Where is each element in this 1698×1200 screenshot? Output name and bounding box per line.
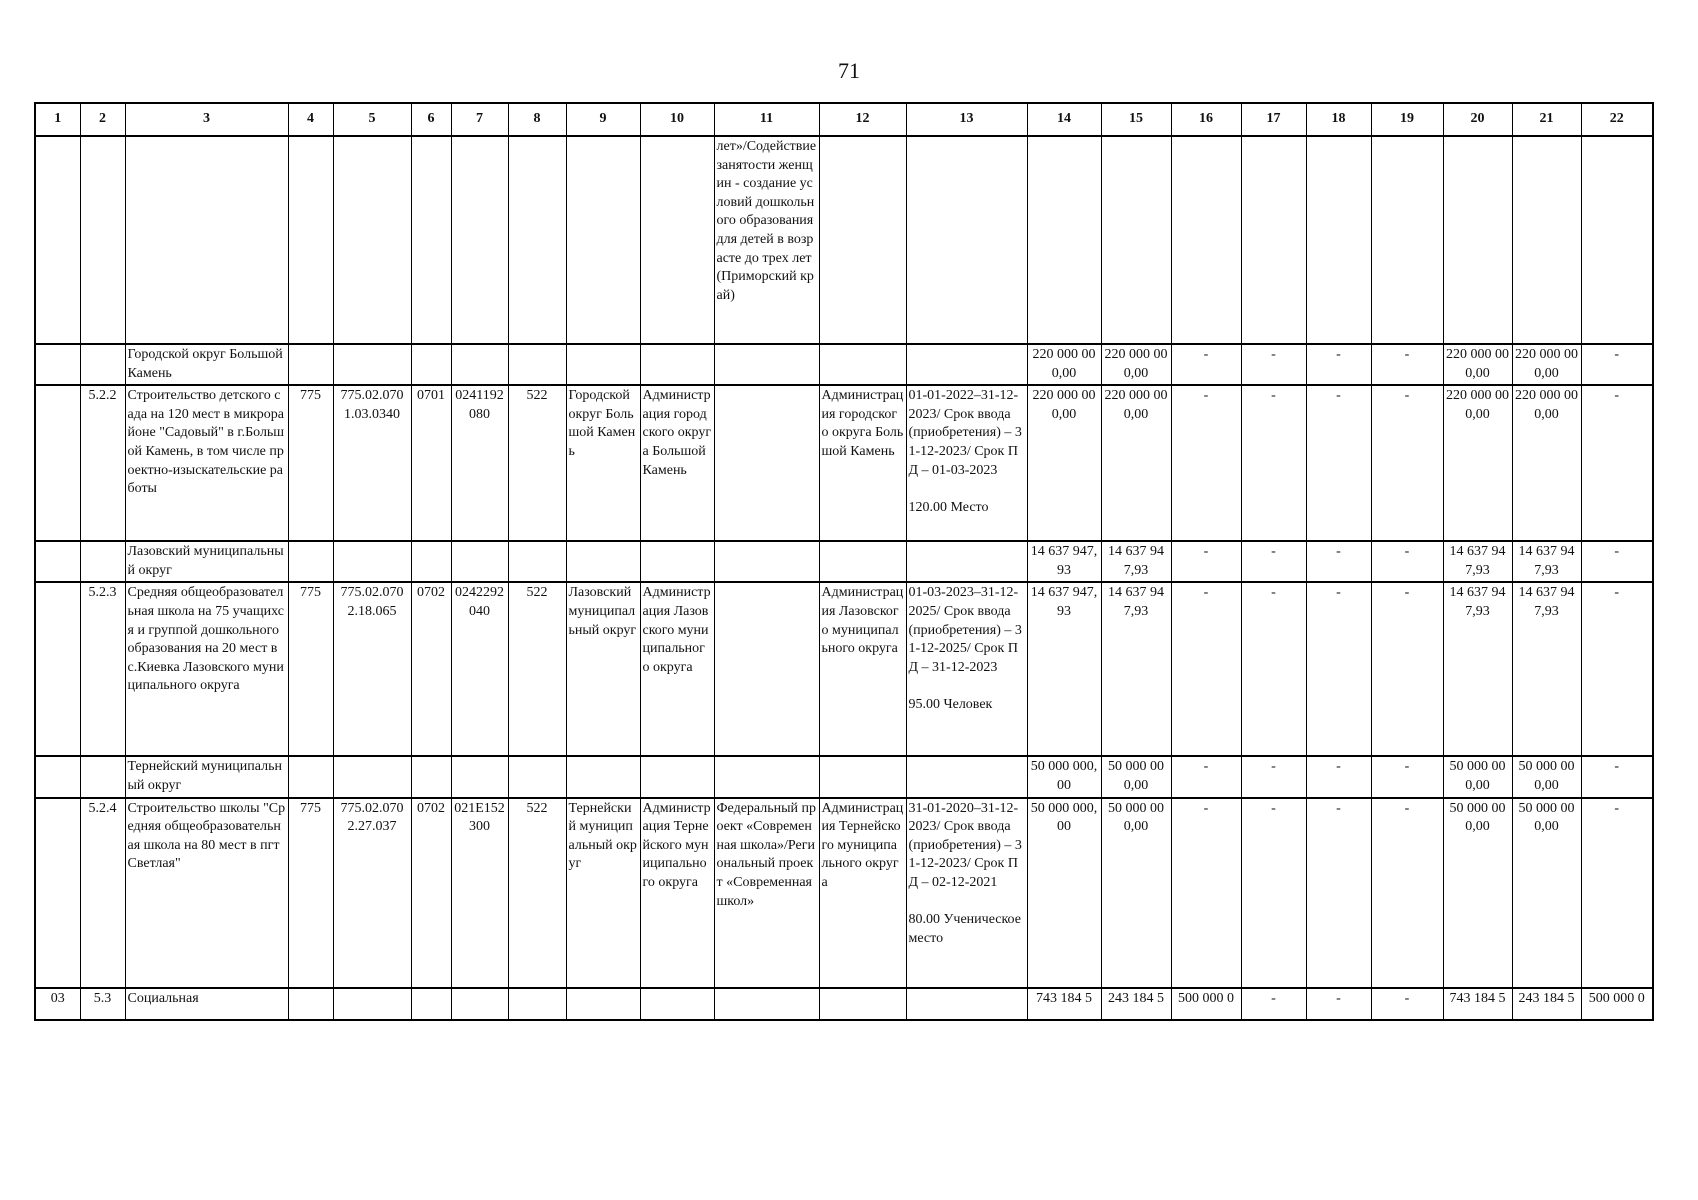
table-cell-col-16: - [1171,541,1241,582]
table-cell-col-16 [1171,136,1241,344]
table-cell-col-15: 220 000 000,00 [1101,344,1171,385]
table-cell-col-5 [333,541,411,582]
table-cell-col-5 [333,136,411,344]
table-cell-col-20: 220 000 000,00 [1443,344,1512,385]
column-header-3: 3 [125,103,288,136]
table-cell-col-5 [333,344,411,385]
column-header-11: 11 [714,103,819,136]
table-cell-col-8 [508,136,566,344]
table-row [35,344,1653,385]
column-header-20: 20 [1443,103,1512,136]
table-cell-col-7: 0241192080 [451,385,508,541]
table-cell-col-13: 01-03-2023–31-12-2025/ Срок ввода (приобретения) – 31-12-2025/ Срок ПД – 31-12-2023 95.00 Человек [906,582,1027,756]
table-cell-col-16: 500 000 0 [1171,988,1241,1020]
table-cell-col-20: 14 637 947,93 [1443,582,1512,756]
table-cell-col-18: - [1306,756,1371,797]
table-cell-col-2: 5.2.2 [80,385,125,541]
column-header-22: 22 [1581,103,1653,136]
table-cell-col-21: 50 000 000,00 [1512,756,1581,797]
table-cell-col-5: 775.02.0702.27.037 [333,798,411,988]
table-cell-col-5 [333,756,411,797]
table-cell-col-18: - [1306,582,1371,756]
table-cell-col-13: 31-01-2020–31-12-2023/ Срок ввода (приобретения) – 31-12-2023/ Срок ПД – 02-12-2021 80.00 Ученическое место [906,798,1027,988]
table-cell-col-8: 522 [508,798,566,988]
table-cell-col-22 [1581,136,1653,344]
table-cell-col-16: - [1171,582,1241,756]
table-cell-col-3: Средняя общеобразовательная школа на 75 учащихся и группой дошкольного образования на 20 мест в с.Киевка Лазовского муниципального округа [125,582,288,756]
column-header-17: 17 [1241,103,1306,136]
table-cell-col-17: - [1241,756,1306,797]
table-cell-col-19: - [1371,582,1443,756]
table-cell-col-11 [714,344,819,385]
table-cell-col-8 [508,756,566,797]
table-cell-col-16: - [1171,798,1241,988]
table-cell-col-7: 0242292040 [451,582,508,756]
table-cell-col-6: 0702 [411,582,451,756]
table-cell-col-18 [1306,136,1371,344]
table-cell-col-18: - [1306,798,1371,988]
table-cell-col-15 [1101,136,1171,344]
table-row [35,385,1653,541]
table-cell-col-10 [640,541,714,582]
table-cell-col-3: Тернейский муниципальный округ [125,756,288,797]
table-cell-col-15: 50 000 000,00 [1101,798,1171,988]
table-cell-col-13: 01-01-2022–31-12-2023/ Срок ввода (приобретения) – 31-12-2023/ Срок ПД – 01-03-2023 120.00 Место [906,385,1027,541]
table-cell-col-5 [333,988,411,1020]
table-cell-col-21: 14 637 947,93 [1512,541,1581,582]
table-cell-col-20: 50 000 000,00 [1443,756,1512,797]
table-cell-col-22: - [1581,385,1653,541]
table-cell-col-12: Администрация городского округа Большой Камень [819,385,906,541]
table-cell-col-9 [566,756,640,797]
table-cell-col-12: Администрация Тернейского муниципального округа [819,798,906,988]
table-cell-col-6: 0701 [411,385,451,541]
table-cell-col-17: - [1241,541,1306,582]
table-cell-col-7 [451,541,508,582]
table-cell-col-15: 220 000 000,00 [1101,385,1171,541]
column-header-6: 6 [411,103,451,136]
table-cell-col-14: 50 000 000,00 [1027,756,1101,797]
column-header-10: 10 [640,103,714,136]
table-cell-col-9: Тернейский муниципальный округ [566,798,640,988]
table-cell-col-12 [819,136,906,344]
table-cell-col-1 [35,798,80,988]
table-cell-col-19: - [1371,344,1443,385]
column-header-19: 19 [1371,103,1443,136]
table-cell-col-5: 775.02.0702.18.065 [333,582,411,756]
table-cell-col-16: - [1171,344,1241,385]
column-header-9: 9 [566,103,640,136]
table-cell-col-10: Администрация Лазовского муниципального округа [640,582,714,756]
table-cell-col-20: 50 000 000,00 [1443,798,1512,988]
table-cell-col-6: 0702 [411,798,451,988]
table-cell-col-7: 021E152300 [451,798,508,988]
table-cell-col-21 [1512,136,1581,344]
table-cell-col-7 [451,344,508,385]
table-cell-col-10: Администрация городского округа Большой Камень [640,385,714,541]
table-cell-col-19: - [1371,541,1443,582]
table-row [35,756,1653,797]
table-cell-col-9 [566,541,640,582]
table-row [35,582,1653,756]
table-cell-col-1 [35,344,80,385]
column-header-2: 2 [80,103,125,136]
table-cell-col-9 [566,988,640,1020]
table-cell-col-17: - [1241,582,1306,756]
table-cell-col-15: 14 637 947,93 [1101,582,1171,756]
column-header-16: 16 [1171,103,1241,136]
table-cell-col-9: Городской округ Большой Камень [566,385,640,541]
table-cell-col-14: 220 000 000,00 [1027,344,1101,385]
table-cell-col-21: 14 637 947,93 [1512,582,1581,756]
table-cell-col-12: Администрация Лазовского муниципального округа [819,582,906,756]
table-cell-col-16: - [1171,756,1241,797]
table-cell-col-19: - [1371,385,1443,541]
table-body [35,136,1653,1020]
table-cell-col-10 [640,344,714,385]
table-cell-col-3 [125,136,288,344]
column-header-5: 5 [333,103,411,136]
table-cell-col-21: 220 000 000,00 [1512,385,1581,541]
table-row [35,136,1653,344]
table-cell-col-12 [819,988,906,1020]
table-cell-col-4: 775 [288,385,333,541]
table-cell-col-17 [1241,136,1306,344]
table-cell-col-19: - [1371,798,1443,988]
table-cell-col-11 [714,756,819,797]
table-cell-col-3: Социальная [125,988,288,1020]
table-cell-col-8 [508,988,566,1020]
table-cell-col-7 [451,756,508,797]
table-cell-col-3: Строительство школы "Средняя общеобразовательная школа на 80 мест в пгт Светлая" [125,798,288,988]
table-cell-col-15: 50 000 000,00 [1101,756,1171,797]
table-cell-col-18: - [1306,385,1371,541]
column-header-8: 8 [508,103,566,136]
column-header-15: 15 [1101,103,1171,136]
table-cell-col-22: - [1581,756,1653,797]
table-cell-col-13 [906,136,1027,344]
table-cell-col-11: лет»/Содействие занятости женщин - создание условий дошкольного образования для детей в возрасте до трех лет (Приморский край) [714,136,819,344]
table-cell-col-14: 14 637 947,93 [1027,541,1101,582]
table-cell-col-8: 522 [508,385,566,541]
table-cell-col-2 [80,136,125,344]
table-cell-col-7 [451,988,508,1020]
table-cell-col-6 [411,988,451,1020]
table-cell-col-13 [906,344,1027,385]
table-cell-col-1 [35,756,80,797]
table-cell-col-14: 743 184 5 [1027,988,1101,1020]
table-cell-col-17: - [1241,798,1306,988]
table-cell-col-8: 522 [508,582,566,756]
table-cell-col-11: Федеральный проект «Современная школа»/Региональный проект «Современная школ» [714,798,819,988]
table-cell-col-1 [35,541,80,582]
table-cell-col-2 [80,756,125,797]
table-cell-col-4: 775 [288,798,333,988]
table-cell-col-14: 50 000 000,00 [1027,798,1101,988]
table-cell-col-11 [714,988,819,1020]
table-cell-col-4: 775 [288,582,333,756]
table-cell-col-20 [1443,136,1512,344]
table-cell-col-12 [819,541,906,582]
table-cell-col-22: - [1581,582,1653,756]
table-cell-col-3: Строительство детского сада на 120 мест в микрорайоне "Садовый" в г.Большой Камень, в том числе проектно-изыскательские работы [125,385,288,541]
table-cell-col-11 [714,541,819,582]
table-cell-col-14: 14 637 947,93 [1027,582,1101,756]
table-cell-col-22: 500 000 0 [1581,988,1653,1020]
table-cell-col-2 [80,344,125,385]
table-row [35,988,1653,1020]
table-cell-col-18: - [1306,988,1371,1020]
table-cell-col-2: 5.3 [80,988,125,1020]
table-cell-col-19 [1371,136,1443,344]
table-cell-col-11 [714,582,819,756]
table-cell-col-2 [80,541,125,582]
table-cell-col-6 [411,136,451,344]
column-header-1: 1 [35,103,80,136]
table-cell-col-6 [411,541,451,582]
header-row [35,103,1653,136]
data-table [34,102,1654,1021]
table-cell-col-13 [906,988,1027,1020]
table-cell-col-13 [906,756,1027,797]
table-cell-col-4 [288,344,333,385]
table-cell-col-8 [508,344,566,385]
table-cell-col-4 [288,136,333,344]
table-cell-col-21: 243 184 5 [1512,988,1581,1020]
table-cell-col-12 [819,344,906,385]
table-cell-col-21: 220 000 000,00 [1512,344,1581,385]
table-cell-col-19: - [1371,988,1443,1020]
table-cell-col-9 [566,136,640,344]
table-cell-col-15: 243 184 5 [1101,988,1171,1020]
table-cell-col-1: 03 [35,988,80,1020]
table-cell-col-18: - [1306,541,1371,582]
table-cell-col-5: 775.02.0701.03.0340 [333,385,411,541]
table-cell-col-11 [714,385,819,541]
table-cell-col-9: Лазовский муниципальный округ [566,582,640,756]
table-cell-col-18: - [1306,344,1371,385]
table-cell-col-22: - [1581,798,1653,988]
table-cell-col-14 [1027,136,1101,344]
table-cell-col-4 [288,988,333,1020]
column-header-21: 21 [1512,103,1581,136]
table-cell-col-21: 50 000 000,00 [1512,798,1581,988]
table-cell-col-3: Лазовский муниципальный округ [125,541,288,582]
table-row [35,541,1653,582]
table-cell-col-2: 5.2.3 [80,582,125,756]
table-cell-col-15: 14 637 947,93 [1101,541,1171,582]
table-cell-col-17: - [1241,988,1306,1020]
table-cell-col-10 [640,756,714,797]
table-cell-col-7 [451,136,508,344]
table-cell-col-10 [640,988,714,1020]
table-cell-col-12 [819,756,906,797]
column-header-4: 4 [288,103,333,136]
table-cell-col-17: - [1241,344,1306,385]
table-cell-col-13 [906,541,1027,582]
table-cell-col-4 [288,756,333,797]
table-cell-col-19: - [1371,756,1443,797]
column-header-18: 18 [1306,103,1371,136]
table-cell-col-20: 14 637 947,93 [1443,541,1512,582]
table-cell-col-3: Городской округ Большой Камень [125,344,288,385]
table-cell-col-2: 5.2.4 [80,798,125,988]
table-cell-col-6 [411,344,451,385]
table-cell-col-16: - [1171,385,1241,541]
table-cell-col-8 [508,541,566,582]
table-cell-col-10 [640,136,714,344]
table-cell-col-20: 220 000 000,00 [1443,385,1512,541]
table-cell-col-20: 743 184 5 [1443,988,1512,1020]
table-cell-col-1 [35,582,80,756]
page-number: 71 [838,58,860,83]
table-cell-col-14: 220 000 000,00 [1027,385,1101,541]
table-cell-col-9 [566,344,640,385]
table-cell-col-22: - [1581,344,1653,385]
column-header-13: 13 [906,103,1027,136]
table-cell-col-1 [35,385,80,541]
table-cell-col-1 [35,136,80,344]
table-cell-col-4 [288,541,333,582]
table-cell-col-22: - [1581,541,1653,582]
column-header-14: 14 [1027,103,1101,136]
table-row [35,798,1653,988]
column-header-7: 7 [451,103,508,136]
table-cell-col-17: - [1241,385,1306,541]
table-cell-col-6 [411,756,451,797]
table-cell-col-10: Администрация Тернейского муниципального округа [640,798,714,988]
column-header-12: 12 [819,103,906,136]
